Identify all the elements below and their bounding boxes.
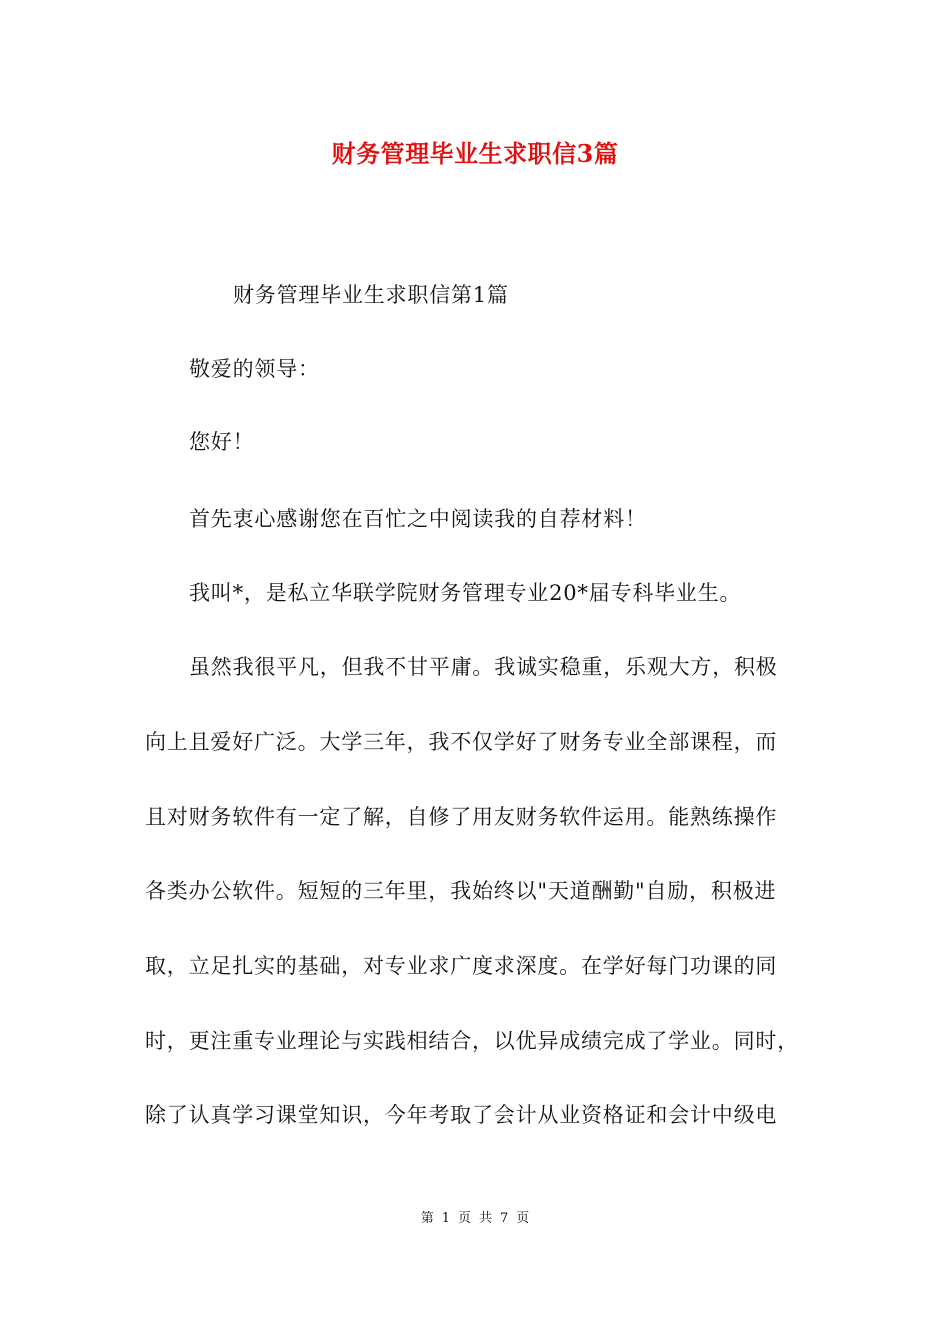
footer-gong: 共: [479, 1211, 493, 1226]
paragraph-line: 取，立足扎实的基础，对专业求广度求深度。在学好每门功课的同: [145, 954, 778, 978]
footer-di: 第: [420, 1211, 434, 1226]
document-title: 财务管理毕业生求职信3篇: [331, 139, 619, 168]
paragraph-line: 虽然我很平凡，但我不甘平庸。我诚实稳重，乐观大方，积极: [189, 655, 778, 679]
page-footer: [0, 1209, 950, 1229]
paragraph-line: 除了认真学习课堂知识，今年考取了会计从业资格证和会计中级电: [145, 1103, 778, 1127]
total-pages-number: 7: [500, 1211, 509, 1226]
paragraph-line: 时，更注重专业理论与实践相结合，以优异成绩完成了学业。同时，: [145, 1029, 799, 1053]
paragraph-line: 各类办公软件。短短的三年里，我始终以"天道酬勤"自励，积极进: [145, 879, 777, 903]
footer-ye: 页: [516, 1211, 530, 1226]
paragraph-line: 向上且爱好广泛。大学三年，我不仅学好了财务专业全部课程，而: [145, 730, 778, 754]
footer-ye: 页: [457, 1211, 471, 1226]
paragraph-line: 且对财务软件有一定了解，自修了用友财务软件运用。能熟练操作: [145, 805, 778, 829]
paragraph-line: 我叫*，是私立华联学院财务管理专业20*届专科毕业生。: [189, 581, 742, 605]
current-page-number: 1: [441, 1211, 450, 1226]
section-heading: 财务管理毕业生求职信第1篇: [233, 283, 509, 307]
salutation: 敬爱的领导：: [189, 357, 320, 381]
paragraph-line: 首先衷心感谢您在百忙之中阅读我的自荐材料！: [189, 507, 647, 531]
greeting: 您好！: [189, 430, 255, 454]
